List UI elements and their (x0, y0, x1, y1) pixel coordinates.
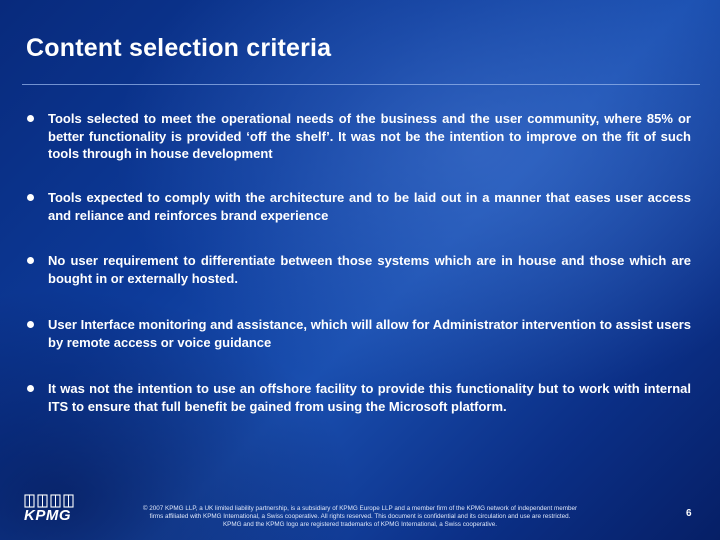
kpmg-logo-text: KPMG (24, 507, 71, 524)
bullet-dot-icon (27, 385, 34, 392)
bullet-dot-icon (27, 321, 34, 328)
bullet-text: User Interface monitoring and assistance, which will allow for Administrator intervention to assist users by remote access or voice guidance (48, 317, 691, 350)
title-divider (22, 84, 700, 85)
kpmg-logo (24, 494, 76, 528)
bullet-dot-icon (27, 115, 34, 122)
bullet-dot-icon (27, 194, 34, 201)
legal-line-3: KPMG and the KPMG logo are registered trademarks of KPMG International, a Swiss cooperative. (222, 521, 498, 528)
bullet-text: Tools selected to meet the operational needs of the business and the user community, where 85% or better functionality is provided ‘off the shelf’. It was not be the intention to improve on the fit of such tools through in house development (48, 111, 691, 161)
bullet-text: Tools expected to comply with the architecture and to be laid out in a manner that eases user access and reliance and reinforces brand experience (48, 190, 691, 223)
legal-line-2: firms affiliated with KPMG International, a Swiss cooperative. All rights reserved. This document is confidential and its circulation and use are restricted. (149, 513, 571, 520)
bullet-text: It was not the intention to use an offshore facility to provide this functionality but to work with internal ITS to ensure that full benefit be gained from using the Microsoft platform. (48, 381, 691, 414)
bullet-dot-icon (27, 257, 34, 264)
bullet-text: No user requirement to differentiate between those systems which are in house and those which are bought in or externally hosted. (48, 253, 691, 286)
slide-title: Content selection criteria (26, 34, 332, 62)
legal-footer (110, 505, 610, 529)
legal-line-1: © 2007 KPMG LLP, a UK limited liability partnership, is a subsidiary of KPMG Europe LLP and a member firm of the KPMG network of independent member (142, 505, 578, 512)
kpmg-logo-bars-icon (24, 494, 76, 508)
page-number: 6 (686, 508, 692, 519)
